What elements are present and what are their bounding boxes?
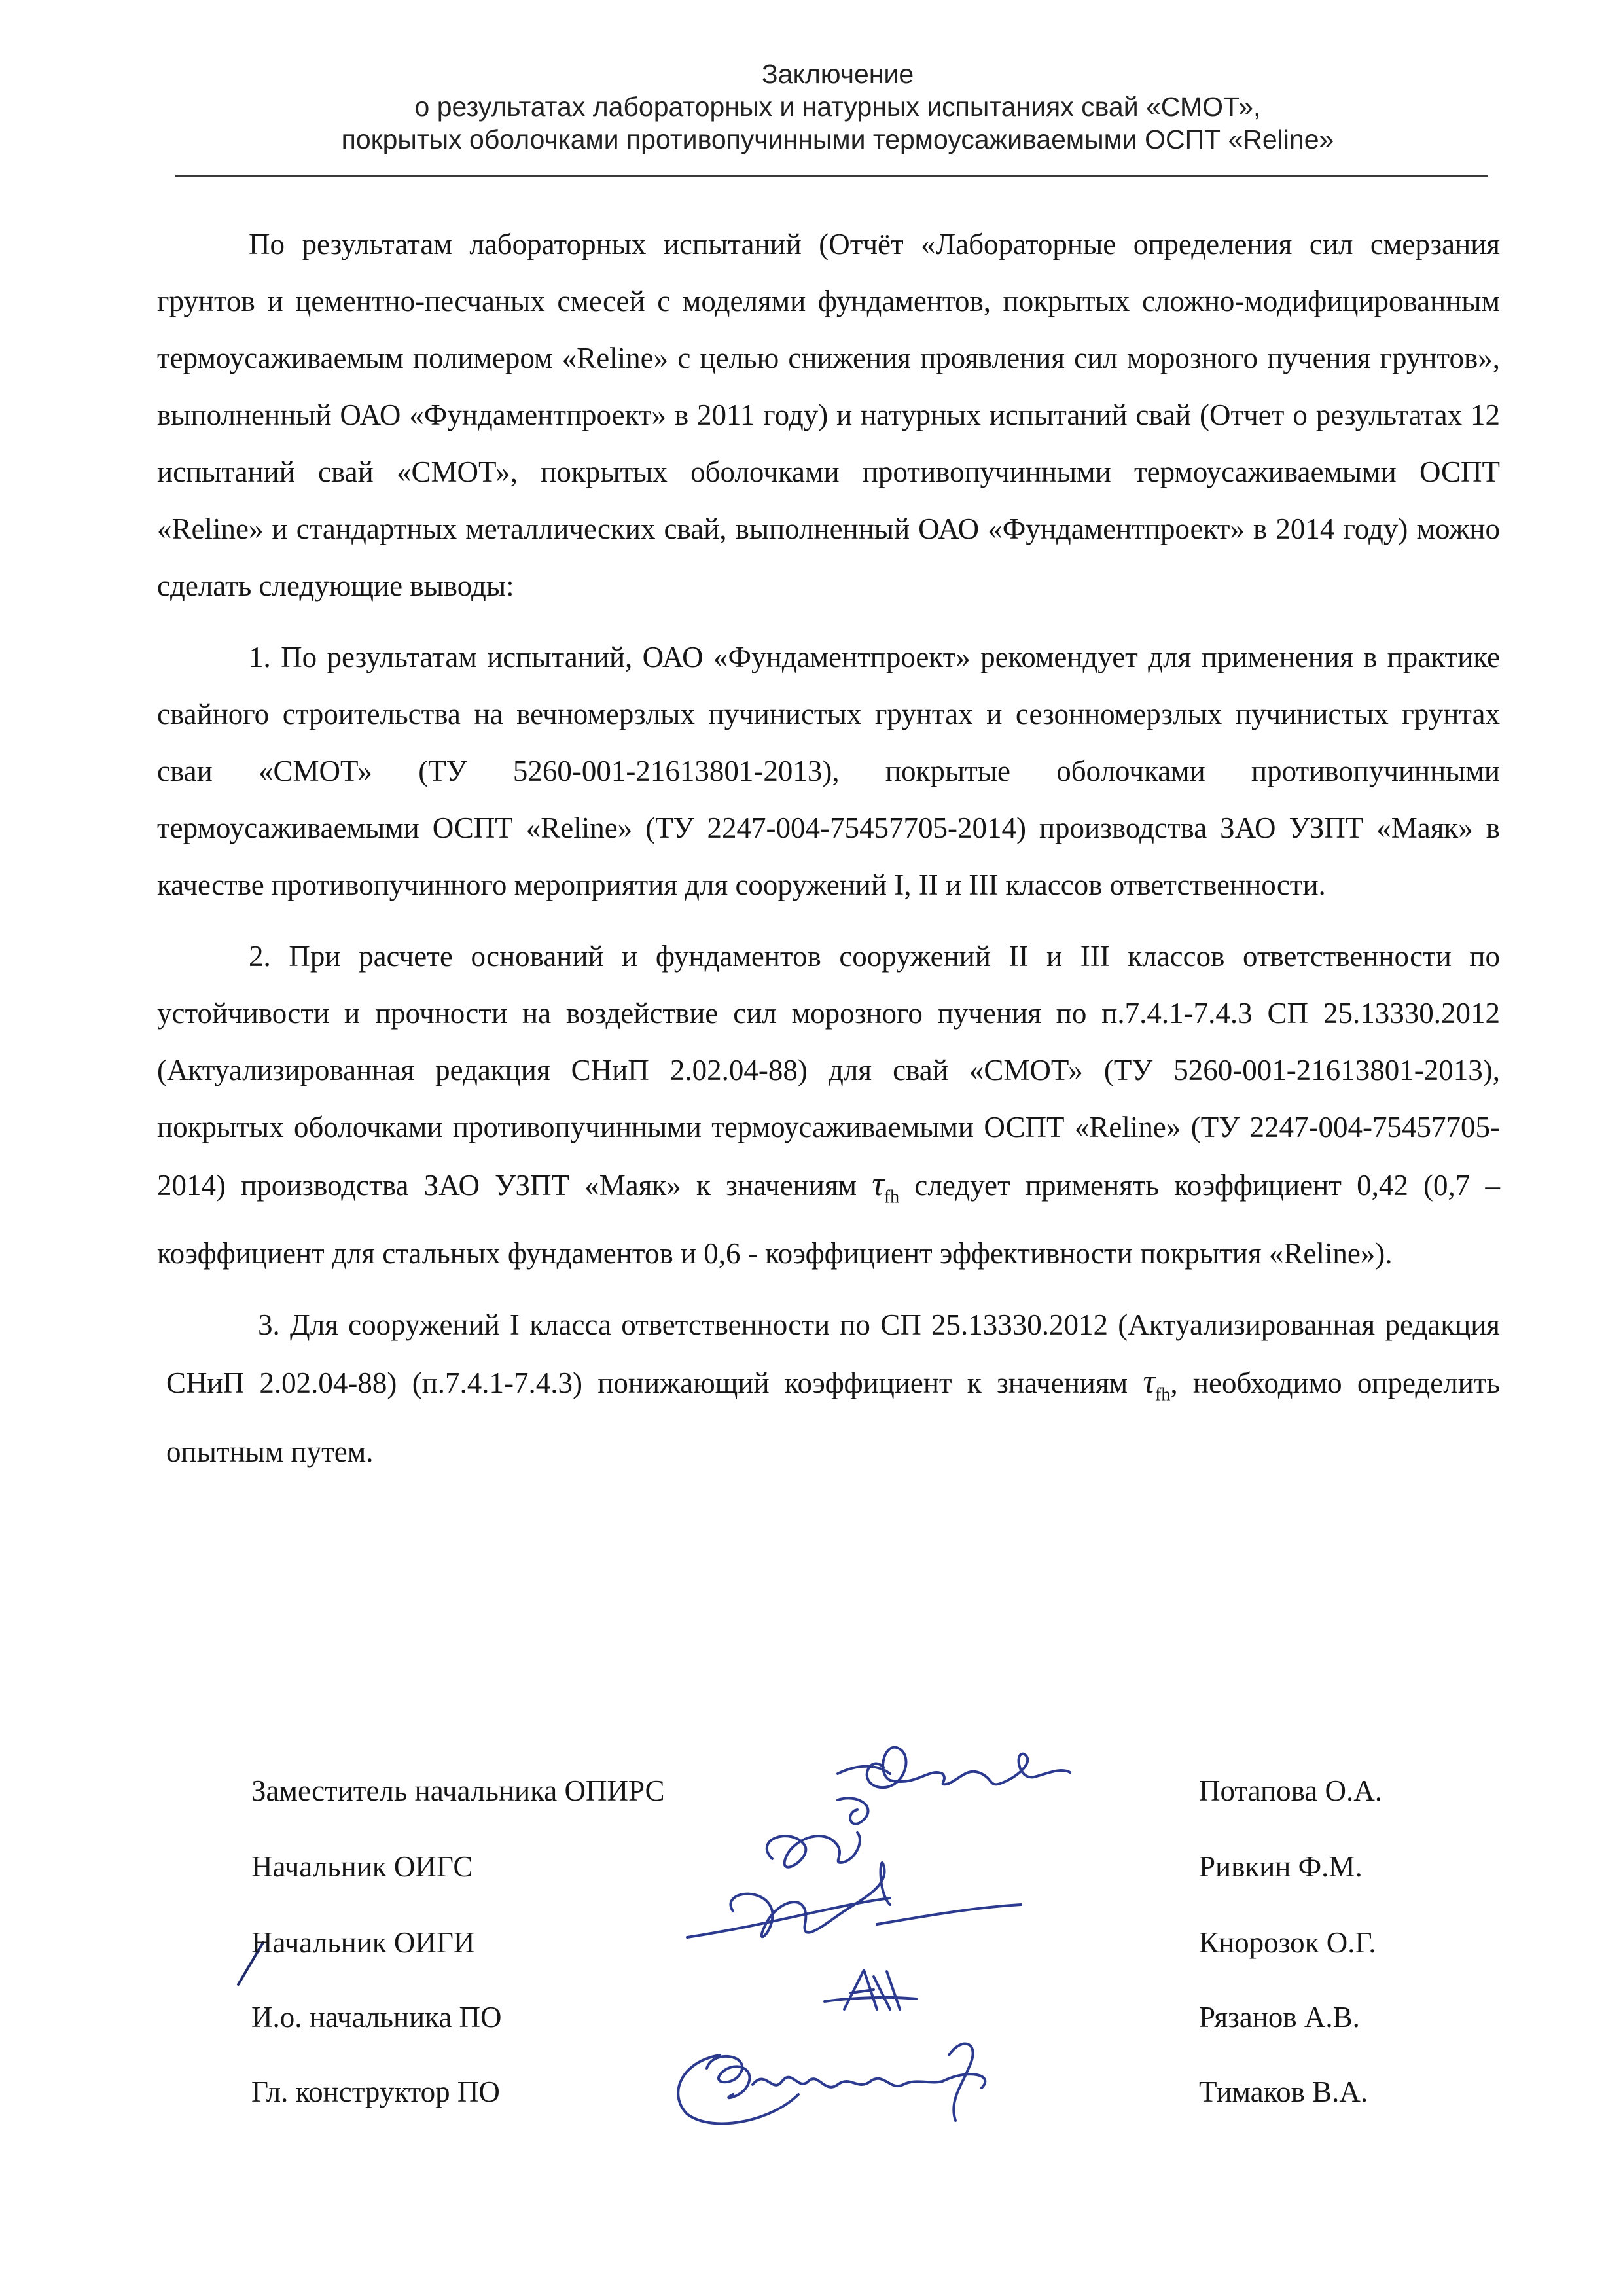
- tau-subscript: fh: [1155, 1384, 1171, 1405]
- document-body: [157, 216, 1500, 1480]
- signatory-position: И.о. начальника ПО: [251, 2001, 502, 2034]
- intro-paragraph: По результатам лабораторных испытаний (Отчёт «Лабораторные определения сил смерзания грунтов и цементно-песчаных смесей с моделями фундаментов, покрытых сложно-модифицированным термоусаживаемым полимером «Reline» с целью снижения проявления сил морозного пучения грунтов», выполненный ОАО «Фундаментпроект» в 2011 году) и натурных испытаний свай (Отчет о результатах 12 испытаний свай «СМОТ», покрытых оболочками противопучинными термоусаживаемыми ОСПТ «Reline» и стандартных металлических свай, выполненный ОАО «Фундаментпроект» в 2014 году) можно сделать следующие выводы:: [157, 228, 1500, 602]
- tau-subscript: fh: [883, 1187, 900, 1208]
- signature-block: [0, 1754, 1623, 2147]
- item-3-text-before: 3. Для сооружений I класса ответственности по СП 25.13330.2012 (Актуализированная редакция СНиП 2.02.04-88) (п.7.4.1-7.4.3) понижающий коэффициент к значениям: [166, 1308, 1500, 1400]
- item-2-text-before: 2. При расчете оснований и фундаментов сооружений II и III классов ответственности по устойчивости и прочности на воздействие сил морозного пучения по п.7.4.1-7.4.3 СП 25.13330.2012 (Актуализированная редакция СНиП 2.02.04-88) для свай «СМОТ» (ТУ 5260-001-21613801-2013), покрытых оболочками противопучинными термоусаживаемыми ОСПТ «Reline» (ТУ 2247-004-75457705-2014) производства ЗАО УЗПТ «Маяк» к значениям: [157, 940, 1500, 1202]
- header-divider: [175, 175, 1488, 177]
- signatory-name: Кнорозок О.Г.: [1199, 1926, 1376, 1959]
- conclusion-item-3: [157, 1297, 1500, 1480]
- signatory-name: Тимаков В.А.: [1199, 2075, 1368, 2108]
- document-header: [157, 58, 1518, 156]
- signatory-position: Начальник ОИГС: [251, 1850, 473, 1883]
- signatory-position: Заместитель начальника ОПИРС: [251, 1774, 665, 1807]
- signatory-name: Ривкин Ф.М.: [1199, 1850, 1363, 1883]
- signatory-row: [0, 2000, 1623, 2039]
- item-3-text-after: , необходимо определить опытным путем.: [166, 1367, 1500, 1468]
- signatory-row: [0, 1774, 1623, 1813]
- conclusion-item-2: [157, 928, 1500, 1282]
- signatory-position: Начальник ОИГИ: [251, 1926, 475, 1959]
- tau-symbol: [872, 1166, 900, 1208]
- header-subtitle-line-1: о результатах лабораторных и натурных испытаниях свай «СМОТ»,: [414, 92, 1261, 122]
- tau-symbol: [1143, 1363, 1171, 1405]
- signatory-row: [0, 2075, 1623, 2114]
- signatory-name: Потапова О.А.: [1199, 1774, 1382, 1807]
- signatory-row: [0, 1850, 1623, 1889]
- tau-glyph: τ: [872, 1166, 884, 1203]
- signatory-position: Гл. конструктор ПО: [251, 2075, 500, 2108]
- signatory-row: [0, 1926, 1623, 1965]
- signatory-name: Рязанов А.В.: [1199, 2001, 1360, 2034]
- item-2-text-after: следует применять коэффициент 0,42 (0,7 – коэффициент для стальных фундаментов и 0,6 - коэффициент эффективности покрытия «Reline»).: [157, 1169, 1500, 1270]
- conclusion-item-1: 1. По результатам испытаний, ОАО «Фундаментпроект» рекомендует для применения в практике свайного строительства на вечномерзлых пучинистых грунтах и сезонномерзлых пучинистых грунтах сваи «СМОТ» (ТУ 5260-001-21613801-2013), покрытые оболочками противопучинными термоусаживаемыми ОСПТ «Reline» (ТУ 2247-004-75457705-2014) производства ЗАО УЗПТ «Маяк» в качестве противопучинного мероприятия для сооружений I, II и III классов ответственности.: [157, 641, 1500, 901]
- header-title: Заключение: [761, 59, 914, 89]
- header-subtitle-line-2: покрытых оболочками противопучинными термоусаживаемыми ОСПТ «Reline»: [341, 124, 1334, 154]
- tau-glyph: τ: [1143, 1363, 1156, 1401]
